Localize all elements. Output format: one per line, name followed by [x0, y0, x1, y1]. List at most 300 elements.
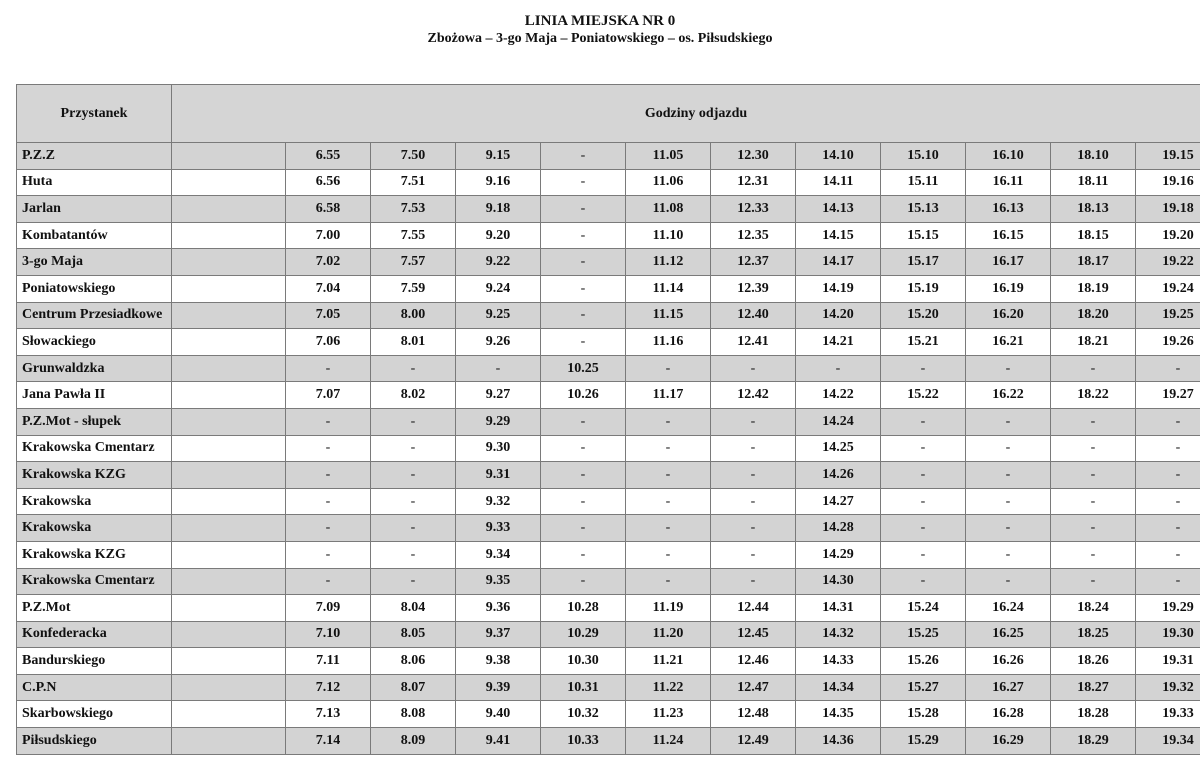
- departure-time: -: [541, 302, 626, 329]
- departure-time: 14.13: [796, 196, 881, 223]
- empty-cell: [172, 196, 286, 223]
- departure-time: 15.29: [881, 728, 966, 755]
- departure-time: 12.30: [711, 143, 796, 170]
- departure-time: -: [626, 462, 711, 489]
- departure-time: -: [1051, 435, 1136, 462]
- departure-time: 10.33: [541, 728, 626, 755]
- empty-cell: [172, 701, 286, 728]
- departure-time: 14.21: [796, 329, 881, 356]
- empty-cell: [172, 302, 286, 329]
- departure-time: 18.19: [1051, 275, 1136, 302]
- departure-time: -: [541, 275, 626, 302]
- departure-time: 9.24: [456, 275, 541, 302]
- departure-time: 19.30: [1136, 621, 1200, 648]
- departure-time: 18.27: [1051, 674, 1136, 701]
- departure-time: 6.55: [286, 143, 371, 170]
- departure-time: -: [626, 568, 711, 595]
- departure-time: 15.24: [881, 595, 966, 622]
- departure-time: -: [541, 462, 626, 489]
- departure-time: 7.05: [286, 302, 371, 329]
- departure-time: -: [966, 488, 1051, 515]
- departure-time: 19.16: [1136, 169, 1200, 196]
- departure-time: 7.59: [371, 275, 456, 302]
- departure-time: 11.17: [626, 382, 711, 409]
- stop-name: P.Z.Mot: [17, 595, 172, 622]
- table-row: [17, 382, 1200, 409]
- table-row: [17, 701, 1200, 728]
- departure-time: -: [1051, 515, 1136, 542]
- table-row: [17, 222, 1200, 249]
- empty-cell: [172, 329, 286, 356]
- departure-time: 12.39: [711, 275, 796, 302]
- stop-name: 3-go Maja: [17, 249, 172, 276]
- departure-time: -: [1136, 462, 1200, 489]
- departure-time: 9.16: [456, 169, 541, 196]
- departure-time: -: [796, 355, 881, 382]
- departure-time: 9.33: [456, 515, 541, 542]
- stop-name: Grunwaldzka: [17, 355, 172, 382]
- departure-time: 19.33: [1136, 701, 1200, 728]
- departure-time: 19.26: [1136, 329, 1200, 356]
- departure-time: 8.00: [371, 302, 456, 329]
- departure-time: -: [371, 355, 456, 382]
- departure-time: 10.29: [541, 621, 626, 648]
- departure-time: 11.14: [626, 275, 711, 302]
- empty-cell: [172, 541, 286, 568]
- departure-time: 18.29: [1051, 728, 1136, 755]
- empty-cell: [172, 143, 286, 170]
- departure-time: 18.25: [1051, 621, 1136, 648]
- departure-time: -: [371, 541, 456, 568]
- departure-time: 18.10: [1051, 143, 1136, 170]
- stop-name: Krakowska Cmentarz: [17, 435, 172, 462]
- table-row: [17, 143, 1200, 170]
- departure-time: 11.19: [626, 595, 711, 622]
- departure-time: 14.10: [796, 143, 881, 170]
- departure-time: -: [286, 355, 371, 382]
- departure-time: 11.21: [626, 648, 711, 675]
- departure-time: 16.13: [966, 196, 1051, 223]
- departure-time: 15.11: [881, 169, 966, 196]
- departure-time: 16.28: [966, 701, 1051, 728]
- departure-time: -: [371, 462, 456, 489]
- departure-time: 19.27: [1136, 382, 1200, 409]
- stop-name: P.Z.Mot - słupek: [17, 408, 172, 435]
- departure-time: 14.27: [796, 488, 881, 515]
- departure-time: -: [1051, 408, 1136, 435]
- empty-cell: [172, 488, 286, 515]
- departure-time: 19.25: [1136, 302, 1200, 329]
- departure-time: -: [541, 249, 626, 276]
- departure-time: -: [371, 435, 456, 462]
- departure-time: -: [541, 196, 626, 223]
- departure-time: 9.30: [456, 435, 541, 462]
- departure-time: -: [286, 541, 371, 568]
- departure-time: 18.20: [1051, 302, 1136, 329]
- header-row: [17, 85, 1200, 143]
- empty-cell: [172, 355, 286, 382]
- departure-time: 15.20: [881, 302, 966, 329]
- departure-time: -: [881, 435, 966, 462]
- departure-time: 16.27: [966, 674, 1051, 701]
- departure-time: 7.09: [286, 595, 371, 622]
- departure-time: -: [1136, 488, 1200, 515]
- departure-time: -: [541, 143, 626, 170]
- departure-time: 14.30: [796, 568, 881, 595]
- departure-time: 14.11: [796, 169, 881, 196]
- empty-cell: [172, 648, 286, 675]
- departure-time: 14.35: [796, 701, 881, 728]
- departure-time: 15.28: [881, 701, 966, 728]
- departure-time: 14.33: [796, 648, 881, 675]
- departure-time: 12.37: [711, 249, 796, 276]
- departure-time: 16.11: [966, 169, 1051, 196]
- departure-time: 8.07: [371, 674, 456, 701]
- departure-time: 16.26: [966, 648, 1051, 675]
- departure-time: -: [711, 408, 796, 435]
- empty-cell: [172, 595, 286, 622]
- empty-cell: [172, 249, 286, 276]
- empty-cell: [172, 621, 286, 648]
- departure-time: 8.02: [371, 382, 456, 409]
- table-row: [17, 568, 1200, 595]
- empty-cell: [172, 462, 286, 489]
- departure-time: 6.58: [286, 196, 371, 223]
- departure-time: 16.15: [966, 222, 1051, 249]
- empty-cell: [172, 674, 286, 701]
- departure-time: -: [371, 568, 456, 595]
- empty-cell: [172, 728, 286, 755]
- departure-time: 8.01: [371, 329, 456, 356]
- departure-time: 18.24: [1051, 595, 1136, 622]
- timetable: [16, 84, 1200, 755]
- departure-time: 7.02: [286, 249, 371, 276]
- departure-time: -: [626, 408, 711, 435]
- departure-time: 18.26: [1051, 648, 1136, 675]
- departure-time: 12.46: [711, 648, 796, 675]
- departure-time: 12.48: [711, 701, 796, 728]
- departure-time: -: [881, 408, 966, 435]
- departure-time: 16.25: [966, 621, 1051, 648]
- stop-name: C.P.N: [17, 674, 172, 701]
- departure-time: 14.25: [796, 435, 881, 462]
- departure-time: -: [626, 515, 711, 542]
- departure-time: 9.29: [456, 408, 541, 435]
- departure-time: 9.22: [456, 249, 541, 276]
- stop-name: P.Z.Z: [17, 143, 172, 170]
- departure-time: 19.34: [1136, 728, 1200, 755]
- stop-name: Krakowska: [17, 515, 172, 542]
- departure-time: 7.13: [286, 701, 371, 728]
- stop-name: Krakowska Cmentarz: [17, 568, 172, 595]
- departure-time: 10.28: [541, 595, 626, 622]
- departure-time: -: [1136, 541, 1200, 568]
- departure-time: -: [881, 355, 966, 382]
- departure-time: -: [881, 541, 966, 568]
- table-row: [17, 488, 1200, 515]
- departure-time: 18.11: [1051, 169, 1136, 196]
- departure-time: -: [371, 515, 456, 542]
- departure-time: -: [881, 462, 966, 489]
- stop-name: Jana Pawła II: [17, 382, 172, 409]
- departure-time: 10.30: [541, 648, 626, 675]
- departure-time: 8.06: [371, 648, 456, 675]
- stop-column-header: Przystanek: [17, 85, 172, 143]
- departure-time: 8.05: [371, 621, 456, 648]
- departure-time: 14.20: [796, 302, 881, 329]
- departure-time: 11.08: [626, 196, 711, 223]
- departure-time: 14.17: [796, 249, 881, 276]
- departure-time: 9.39: [456, 674, 541, 701]
- departure-time: 16.17: [966, 249, 1051, 276]
- stop-name: Piłsudskiego: [17, 728, 172, 755]
- departure-time: 11.24: [626, 728, 711, 755]
- empty-cell: [172, 408, 286, 435]
- departure-time: 7.51: [371, 169, 456, 196]
- empty-cell: [172, 515, 286, 542]
- departure-time: -: [541, 568, 626, 595]
- departure-time: -: [286, 408, 371, 435]
- departure-time: -: [1136, 408, 1200, 435]
- stop-name: Centrum Przesiadkowe: [17, 302, 172, 329]
- departure-time: -: [711, 355, 796, 382]
- stop-name: Skarbowskiego: [17, 701, 172, 728]
- departure-time: 18.13: [1051, 196, 1136, 223]
- table-row: [17, 621, 1200, 648]
- stop-name: Krakowska KZG: [17, 541, 172, 568]
- departure-time: 11.10: [626, 222, 711, 249]
- departure-time: 9.31: [456, 462, 541, 489]
- departure-time: 7.50: [371, 143, 456, 170]
- departure-time: 16.10: [966, 143, 1051, 170]
- table-row: [17, 329, 1200, 356]
- departure-time: -: [966, 355, 1051, 382]
- departure-time: 18.17: [1051, 249, 1136, 276]
- departure-time: -: [541, 408, 626, 435]
- departure-time: 14.36: [796, 728, 881, 755]
- departure-time: 16.21: [966, 329, 1051, 356]
- departure-time: 7.53: [371, 196, 456, 223]
- departure-time: 12.45: [711, 621, 796, 648]
- departure-time: 15.15: [881, 222, 966, 249]
- departure-time: 7.10: [286, 621, 371, 648]
- departure-time: 14.32: [796, 621, 881, 648]
- departure-time: 16.22: [966, 382, 1051, 409]
- departure-time: -: [1051, 462, 1136, 489]
- departure-time: 7.00: [286, 222, 371, 249]
- table-row: [17, 408, 1200, 435]
- empty-cell: [172, 568, 286, 595]
- departure-time: 14.28: [796, 515, 881, 542]
- departure-time: -: [626, 488, 711, 515]
- departure-time: 18.15: [1051, 222, 1136, 249]
- departure-time: -: [711, 568, 796, 595]
- empty-cell: [172, 169, 286, 196]
- departure-time: -: [286, 515, 371, 542]
- departure-time: 7.06: [286, 329, 371, 356]
- departure-time: 6.56: [286, 169, 371, 196]
- departure-time: -: [1051, 568, 1136, 595]
- departure-time: 12.35: [711, 222, 796, 249]
- departure-time: 15.10: [881, 143, 966, 170]
- departure-time: 19.22: [1136, 249, 1200, 276]
- departure-time: -: [966, 408, 1051, 435]
- departure-time: 9.38: [456, 648, 541, 675]
- departure-time: 9.18: [456, 196, 541, 223]
- departure-time: -: [966, 515, 1051, 542]
- stop-name: Poniatowskiego: [17, 275, 172, 302]
- departure-time: 11.23: [626, 701, 711, 728]
- table-row: [17, 302, 1200, 329]
- departure-time: -: [626, 435, 711, 462]
- departure-time: 15.17: [881, 249, 966, 276]
- departure-time: 7.12: [286, 674, 371, 701]
- departure-time: 16.19: [966, 275, 1051, 302]
- departure-time: 12.40: [711, 302, 796, 329]
- departure-time: 14.34: [796, 674, 881, 701]
- departure-time: 10.32: [541, 701, 626, 728]
- table-row: [17, 674, 1200, 701]
- departure-time: 16.20: [966, 302, 1051, 329]
- departure-time: 18.28: [1051, 701, 1136, 728]
- departure-time: 11.15: [626, 302, 711, 329]
- departure-time: 12.44: [711, 595, 796, 622]
- departure-time: -: [286, 488, 371, 515]
- departure-time: -: [286, 462, 371, 489]
- departure-time: -: [1136, 515, 1200, 542]
- departure-time: 10.31: [541, 674, 626, 701]
- departure-time: 14.24: [796, 408, 881, 435]
- departure-time: 12.41: [711, 329, 796, 356]
- table-row: [17, 435, 1200, 462]
- page-title: LINIA MIEJSKA NR 0: [524, 13, 676, 29]
- stop-name: Krakowska KZG: [17, 462, 172, 489]
- departure-time: 11.22: [626, 674, 711, 701]
- departure-time: 9.26: [456, 329, 541, 356]
- departure-time: 7.55: [371, 222, 456, 249]
- table-row: [17, 648, 1200, 675]
- departure-time: 12.47: [711, 674, 796, 701]
- departure-time: 8.04: [371, 595, 456, 622]
- stop-name: Kombatantów: [17, 222, 172, 249]
- departure-time: -: [1051, 355, 1136, 382]
- departure-time: 9.20: [456, 222, 541, 249]
- departure-time: -: [966, 462, 1051, 489]
- departure-time: 15.21: [881, 329, 966, 356]
- page-header: [0, 12, 1200, 47]
- empty-cell: [172, 435, 286, 462]
- departure-time: -: [541, 515, 626, 542]
- departure-time: 8.09: [371, 728, 456, 755]
- empty-cell: [172, 382, 286, 409]
- table-row: [17, 275, 1200, 302]
- departure-time: 9.15: [456, 143, 541, 170]
- table-row: [17, 541, 1200, 568]
- departure-time: 14.15: [796, 222, 881, 249]
- departure-time: 16.29: [966, 728, 1051, 755]
- departure-time: 12.31: [711, 169, 796, 196]
- departure-time: -: [286, 568, 371, 595]
- departure-time: 14.19: [796, 275, 881, 302]
- departure-time: 15.27: [881, 674, 966, 701]
- departure-time: 19.18: [1136, 196, 1200, 223]
- stop-name: Huta: [17, 169, 172, 196]
- departure-time: -: [626, 541, 711, 568]
- departure-time: 9.36: [456, 595, 541, 622]
- departure-time: 14.22: [796, 382, 881, 409]
- empty-cell: [172, 275, 286, 302]
- departure-time: 10.25: [541, 355, 626, 382]
- times-column-header: Godziny odjazdu: [172, 85, 1200, 143]
- departure-time: 11.05: [626, 143, 711, 170]
- departure-time: 19.20: [1136, 222, 1200, 249]
- departure-time: 10.26: [541, 382, 626, 409]
- departure-time: 8.08: [371, 701, 456, 728]
- stop-name: Krakowska: [17, 488, 172, 515]
- departure-time: -: [966, 541, 1051, 568]
- departure-time: 18.22: [1051, 382, 1136, 409]
- departure-time: -: [626, 355, 711, 382]
- departure-time: 7.04: [286, 275, 371, 302]
- departure-time: -: [371, 408, 456, 435]
- table-row: [17, 515, 1200, 542]
- departure-time: -: [881, 568, 966, 595]
- departure-time: -: [541, 169, 626, 196]
- timetable-body: [17, 143, 1200, 755]
- departure-time: 19.31: [1136, 648, 1200, 675]
- departure-time: -: [1136, 435, 1200, 462]
- departure-time: 12.33: [711, 196, 796, 223]
- departure-time: 9.25: [456, 302, 541, 329]
- table-row: [17, 462, 1200, 489]
- departure-time: 9.32: [456, 488, 541, 515]
- departure-time: -: [1051, 541, 1136, 568]
- stop-name: Jarlan: [17, 196, 172, 223]
- departure-time: -: [711, 435, 796, 462]
- departure-time: -: [541, 541, 626, 568]
- departure-time: 9.40: [456, 701, 541, 728]
- table-row: [17, 355, 1200, 382]
- departure-time: 9.41: [456, 728, 541, 755]
- departure-time: 15.25: [881, 621, 966, 648]
- departure-time: 7.11: [286, 648, 371, 675]
- departure-time: -: [541, 329, 626, 356]
- departure-time: -: [711, 515, 796, 542]
- stop-name: Konfederacka: [17, 621, 172, 648]
- departure-time: -: [966, 568, 1051, 595]
- departure-time: -: [541, 488, 626, 515]
- departure-time: -: [541, 222, 626, 249]
- table-row: [17, 169, 1200, 196]
- departure-time: 12.49: [711, 728, 796, 755]
- departure-time: -: [456, 355, 541, 382]
- stop-name: Bandurskiego: [17, 648, 172, 675]
- departure-time: -: [1136, 568, 1200, 595]
- departure-time: 14.26: [796, 462, 881, 489]
- table-row: [17, 196, 1200, 223]
- departure-time: 9.35: [456, 568, 541, 595]
- departure-time: 7.07: [286, 382, 371, 409]
- departure-time: -: [541, 435, 626, 462]
- departure-time: 12.42: [711, 382, 796, 409]
- departure-time: 11.20: [626, 621, 711, 648]
- departure-time: 19.32: [1136, 674, 1200, 701]
- departure-time: 11.16: [626, 329, 711, 356]
- departure-time: 18.21: [1051, 329, 1136, 356]
- departure-time: 14.29: [796, 541, 881, 568]
- departure-time: -: [1136, 355, 1200, 382]
- departure-time: -: [711, 462, 796, 489]
